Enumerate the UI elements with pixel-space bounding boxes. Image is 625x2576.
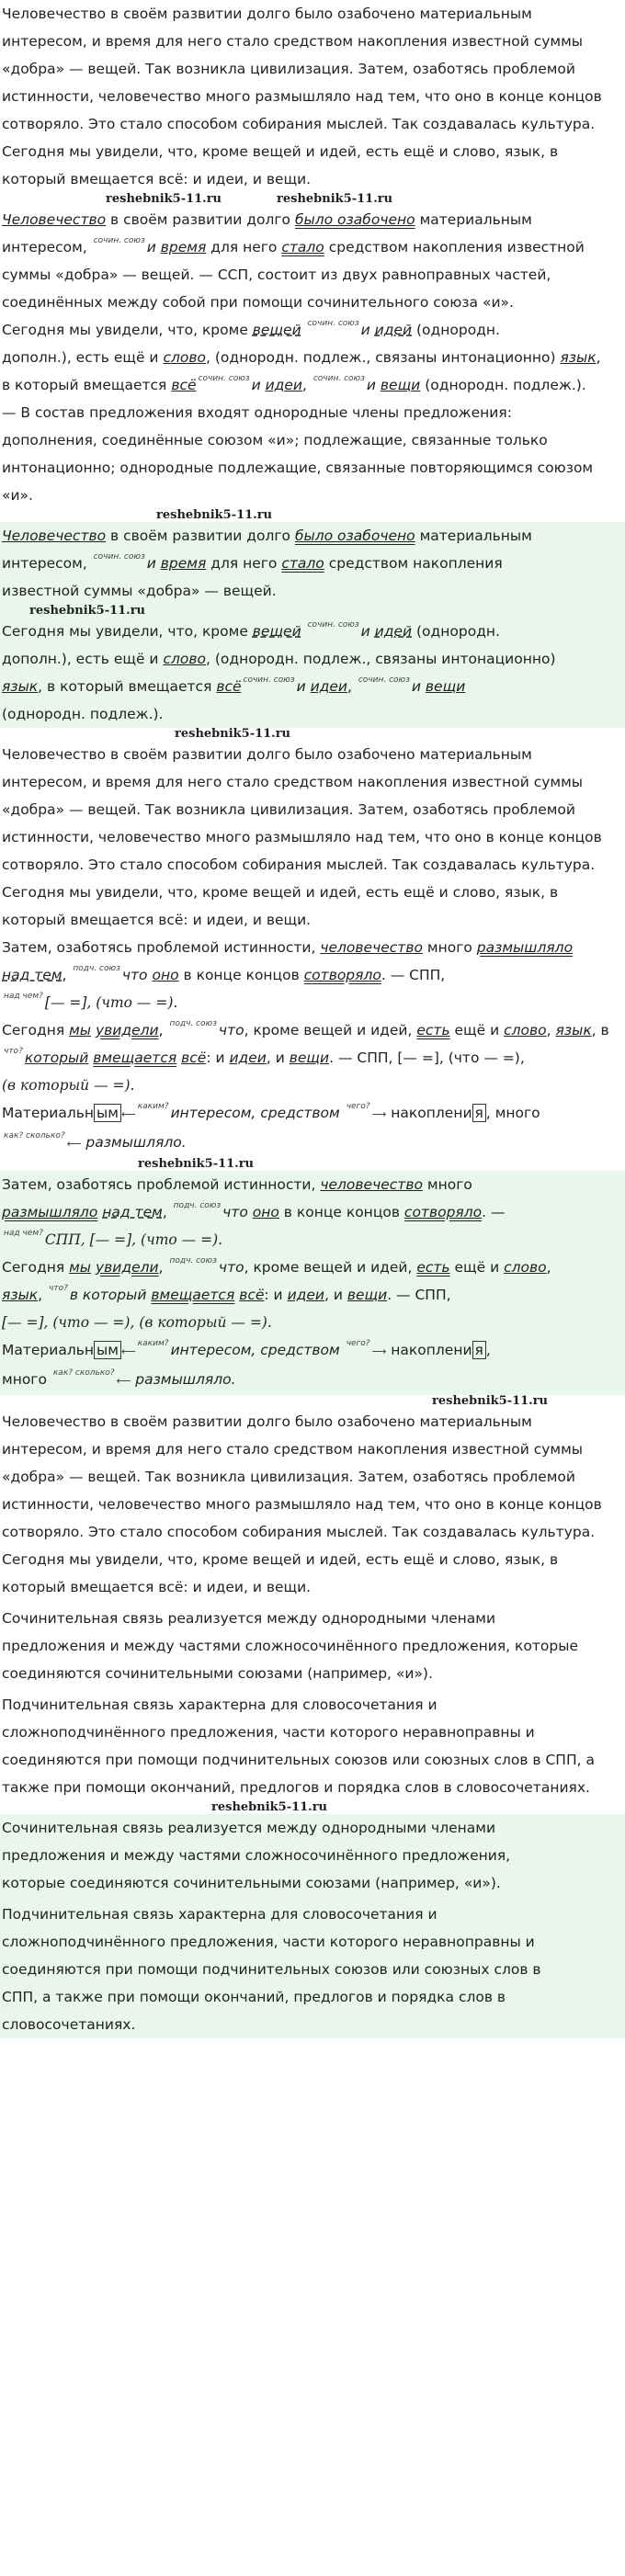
object: над тем bbox=[102, 1204, 163, 1220]
text: для него bbox=[206, 555, 282, 572]
question-label: чего? bbox=[346, 1339, 370, 1348]
subject: слово bbox=[163, 651, 206, 667]
question-label: что? bbox=[49, 1284, 68, 1293]
text: соединённых между собой при помощи сочинительного союза «и». bbox=[2, 294, 514, 311]
question-label: над чем? bbox=[4, 1229, 43, 1238]
text: , в bbox=[591, 1022, 609, 1038]
predicate: вмещается bbox=[151, 1287, 235, 1303]
subject: язык bbox=[2, 678, 39, 695]
text: Сегодня bbox=[2, 1022, 70, 1038]
subject: слово bbox=[163, 349, 206, 366]
text: материальным bbox=[415, 211, 532, 228]
watermark-text: reshebnik5-11.ru bbox=[29, 604, 146, 618]
conjunction: что bbox=[222, 1204, 248, 1220]
text: материальным bbox=[415, 528, 532, 544]
subject: слово bbox=[504, 1259, 547, 1276]
question-label: каким? bbox=[137, 1102, 169, 1111]
subject: язык bbox=[560, 349, 597, 366]
watermark bbox=[0, 728, 625, 741]
text-line: СПП, а также при помощи окончаний, предлогов и порядка слов в bbox=[2, 1989, 506, 2005]
subject: идеи bbox=[229, 1050, 267, 1066]
subject: мы bbox=[69, 1022, 92, 1038]
watermark bbox=[2, 605, 623, 618]
subject: всё bbox=[239, 1287, 265, 1303]
text: много bbox=[422, 939, 477, 956]
text: Затем, озаботясь проблемой истинности, bbox=[2, 939, 321, 956]
text-line: которые соединяются сочинительными союзами (например, «и»). bbox=[2, 1875, 501, 1891]
watermark-text: reshebnik5-11.ru bbox=[277, 192, 393, 206]
watermark-text: reshebnik5-11.ru bbox=[138, 1157, 255, 1171]
phrase: интересом, средством bbox=[170, 1105, 340, 1121]
phrase: интересом, средством bbox=[170, 1342, 340, 1358]
subject: оно bbox=[252, 1204, 279, 1220]
subject: язык bbox=[555, 1022, 592, 1038]
spp-analysis: Затем, озаботясь проблемой истинности, человечество много размышляло над тем, $^{подч. союз}$ что оно в конце концов сотворяло. — СПП, $^{над чем?}$ [— =], (что — =). Сегодня мы увидели, $^{подч. союз}$ что, кроме вещей и идей, есть ещё и слово, язык, в $^{что?}$ который вмещается всё: и идеи, и вещи. — СПП, [— =], (что — =), (в который — =). Материальн ым ⟵$^{каким?}$ интересом, средством $^{чего?}$⟶ накоплени я , много $^{как? сколько?}$⟵ размышляло. bbox=[2, 939, 609, 1151]
watermark-text: reshebnik5-11.ru bbox=[175, 727, 291, 741]
text-line: словосочетаниях. bbox=[2, 2016, 136, 2033]
watermark bbox=[0, 1801, 625, 1814]
predicate: увидели bbox=[95, 1259, 159, 1276]
text: Сегодня мы увидели, что, кроме bbox=[2, 623, 253, 640]
predicate: было озабочено bbox=[294, 528, 415, 544]
text-line: интересом, и время для него стало средством накопления известной суммы bbox=[2, 1441, 584, 1458]
conjunction: и bbox=[411, 678, 421, 695]
text: в конце концов bbox=[178, 967, 304, 983]
subordinating-link-paragraph bbox=[2, 1901, 623, 2038]
text: , (однородн. подлеж., связаны интонационно) bbox=[205, 349, 561, 366]
highlight-block-1 bbox=[0, 522, 625, 728]
conjunction-label: сочин. союз bbox=[307, 319, 359, 328]
analysis-paragraph: Человечество в своём развитии долго было озабочено материальным интересом, $^{сочин. союз}$ и время для него стало средством накопления известной суммы «добра» — вещей. reshebnik5-11.ru Сегодня мы увидели, что, кроме вещей $^{сочин. союз}$ и идей (однородн. дополн.), есть ещё и слово, (однородн. подлеж., связаны интонационно) язык, в который вмещается всё $^{сочин. союз}$ и идеи, $^{сочин. союз}$ и вещи (однородн. подлеж.). bbox=[2, 522, 623, 728]
phrase: размышляло. bbox=[85, 1134, 187, 1151]
predicate: размышляло bbox=[476, 939, 574, 956]
text: , кроме вещей и идей, bbox=[244, 1022, 417, 1038]
text-line: истинности, человечество много размышляло над тем, что оно в конце концов bbox=[2, 88, 602, 105]
text-line: соединяются при помощи подчинительных союзов или союзных слов в СПП, а bbox=[2, 1752, 595, 1768]
conjunction: и bbox=[366, 377, 376, 393]
spp-analysis: Затем, озаботясь проблемой истинности, человечество много размышляло над тем, $^{подч. союз}$ что оно в конце концов сотворяло. — $^{над чем?}$ СПП, [— =], (что — =). Сегодня мы увидели, $^{подч. союз}$ что, кроме вещей и идей, есть ещё и слово, язык, $^{что?}$ в который вмещается всё: и идеи, и вещи. — СПП, [— =], (что — =), (в который — =). Материальн ым ⟵$^{каким?}$ интересом, средством $^{чего?}$⟶ накоплени я , много $^{как? сколько?}$⟵ размышляло. bbox=[2, 1176, 551, 1388]
subject: время bbox=[160, 555, 207, 572]
watermark bbox=[0, 193, 625, 206]
text: (однородн. bbox=[412, 623, 500, 640]
subject: Человечество bbox=[2, 528, 107, 544]
subject: идеи bbox=[265, 377, 302, 393]
text: (однородн. подлеж.). bbox=[2, 706, 164, 722]
text: . — СПП, [— =], (что — =), bbox=[329, 1050, 525, 1066]
question-label: как? сколько? bbox=[52, 1368, 115, 1378]
text-line: истинности, человечество много размышляло над тем, что оно в конце концов bbox=[2, 1496, 602, 1513]
subject: вещи bbox=[289, 1050, 330, 1066]
watermark-text: reshebnik5-11.ru bbox=[432, 1394, 549, 1408]
conjunction: что bbox=[218, 1022, 244, 1038]
text-line: сложноподчинённого предложения, части которого неравноправны и bbox=[2, 1724, 535, 1741]
subject: человечество bbox=[320, 939, 423, 956]
text: в конце концов bbox=[278, 1204, 404, 1220]
original-text-section bbox=[0, 0, 625, 193]
text: Материальн bbox=[2, 1105, 95, 1121]
arrow-left-icon: ⟵ bbox=[116, 1375, 131, 1387]
text: в который вмещается bbox=[2, 377, 172, 393]
conjunction-label: сочин. союз bbox=[312, 374, 365, 383]
arrow-left-icon: ⟵ bbox=[66, 1138, 82, 1150]
text: , (однородн. подлеж., связаны интонационно) bbox=[205, 651, 556, 667]
text: в своём развитии долго bbox=[106, 211, 295, 228]
conjunction: и bbox=[296, 678, 306, 695]
ending-box: ым bbox=[94, 1104, 121, 1122]
text: средством накопления bbox=[324, 555, 503, 572]
sentence-schema: СПП, [— =], (что — =). bbox=[44, 1231, 223, 1248]
watermark-text: reshebnik5-11.ru bbox=[156, 508, 273, 522]
text: , bbox=[485, 1342, 491, 1358]
text: — В состав предложения входят однородные члены предложения: bbox=[2, 404, 512, 421]
question-label: как? сколько? bbox=[4, 1131, 65, 1140]
text-line: «добра» — вещей. Так возникла цивилизация. Затем, озаботясь проблемой bbox=[2, 801, 575, 818]
text: интонационно; однородные подлежащие, связанные повторяющимся союзом bbox=[2, 460, 594, 476]
question-label: над чем? bbox=[4, 992, 43, 1001]
subordinating-link-paragraph bbox=[2, 1691, 623, 1801]
text-line: соединяются при помощи подчинительных союзов или союзных слов в bbox=[2, 1961, 541, 1978]
text-line: сложноподчинённого предложения, части которого неравноправны и bbox=[2, 1934, 535, 1950]
subject: вещи bbox=[347, 1287, 388, 1303]
watermark-text: reshebnik5-11.ru bbox=[211, 1800, 328, 1814]
phrase: размышляло. bbox=[135, 1371, 236, 1388]
text-line: предложения и между частями сложносочинённого предложения, bbox=[2, 1847, 511, 1864]
text-line: также при помощи окончаний, предлогов и порядка слов в словосочетаниях. bbox=[2, 1779, 590, 1796]
text: ещё и bbox=[449, 1022, 505, 1038]
text: «и». bbox=[2, 487, 33, 504]
ending-box: ым bbox=[94, 1341, 121, 1359]
text-line: Сегодня мы увидели, что, кроме вещей и идей, есть ещё и слово, язык, в bbox=[2, 884, 559, 901]
text-line: Подчинительная связь характерна для словосочетания и bbox=[2, 1697, 438, 1713]
text-line: Подчинительная связь характерна для словосочетания и bbox=[2, 1906, 438, 1923]
text: средством накопления известной bbox=[324, 239, 585, 255]
text: (однородн. подлеж.). bbox=[420, 377, 586, 393]
object: над тем bbox=[2, 967, 62, 983]
text: много bbox=[422, 1176, 472, 1193]
subject: слово bbox=[504, 1022, 547, 1038]
arrow-right-icon: ⟶ bbox=[371, 1108, 387, 1120]
watermark bbox=[0, 509, 625, 522]
watermark-text: reshebnik5-11.ru bbox=[106, 192, 222, 206]
original-text-copy bbox=[2, 1408, 623, 1601]
text-line: сотворяло. Это стало способом собирания мыслей. Так создавалась культура. bbox=[2, 116, 596, 132]
object: вещей bbox=[252, 322, 301, 338]
predicate: было озабочено bbox=[294, 211, 415, 228]
text-line: сотворяло. Это стало способом собирания мыслей. Так создавалась культура. bbox=[2, 857, 596, 873]
conjunction-label: подч. союз bbox=[169, 1019, 217, 1028]
text-line: сотворяло. Это стало способом собирания мыслей. Так создавалась культура. bbox=[2, 1524, 596, 1540]
analysis-paragraph: Человечество в своём развитии долго было озабочено материальным интересом, $^{сочин. союз}$ и время для него стало средством накопления известной суммы «добра» — вещей. — ССП, состоит из двух равноправных частей, соединённых между собой при помощи сочинительного союза «и». Сегодня мы увидели, что, кроме вещей $^{сочин. союз}$ и идей (однородн. дополн.), есть ещё и слово, (однородн. подлеж., связаны интонационно) язык, в который вмещается всё $^{сочин. союз}$ и идеи, $^{сочин. союз}$ и вещи (однородн. подлеж.). — В состав предложения входят однородные члены предложения: дополнения, соединённые союзом «и»; подлежащие, связанные только интонационно; однородные подлежащие, связанные повторяющимся союзом «и». bbox=[2, 211, 601, 504]
text-line: истинности, человечество много размышляло над тем, что оно в конце концов bbox=[2, 829, 602, 845]
text: , много bbox=[485, 1105, 540, 1121]
text: . — СПП, bbox=[381, 967, 446, 983]
ending-box: я bbox=[472, 1104, 486, 1122]
text: . — bbox=[482, 1204, 506, 1220]
question-label: что? bbox=[4, 1047, 23, 1056]
text: накоплени bbox=[391, 1342, 472, 1358]
text: интересом, bbox=[2, 555, 92, 572]
conjunction-label: сочин. союз bbox=[307, 620, 359, 630]
conjunction: и bbox=[251, 377, 261, 393]
predicate: есть bbox=[416, 1022, 450, 1038]
subject: оно bbox=[152, 967, 179, 983]
predicate: увидели bbox=[95, 1022, 159, 1038]
analysis-section-2 bbox=[0, 741, 625, 1158]
text: интересом, bbox=[2, 239, 92, 255]
text: дополн.), есть ещё и bbox=[2, 349, 164, 366]
conjunction-label: сочин. союз bbox=[93, 236, 145, 245]
watermark bbox=[0, 1395, 625, 1408]
question-label: каким? bbox=[137, 1339, 169, 1348]
subject: идеи bbox=[310, 678, 347, 695]
original-text-copy bbox=[2, 741, 623, 934]
text: дополнения, соединённые союзом «и»; подлежащие, связанные только bbox=[2, 432, 548, 448]
conjunction: и bbox=[146, 555, 156, 572]
text-line: соединяются сочинительными союзами (например, «и»). bbox=[2, 1665, 433, 1682]
subject: язык bbox=[2, 1287, 39, 1303]
subject: вещи bbox=[425, 678, 466, 695]
text: Затем, озаботясь проблемой истинности, bbox=[2, 1176, 321, 1193]
text: Сегодня мы увидели, что, кроме bbox=[2, 322, 253, 338]
original-text bbox=[2, 0, 623, 193]
text-line: который вмещается всё: и идеи, и вещи. bbox=[2, 912, 312, 928]
text: , bbox=[546, 1259, 551, 1276]
text-line: Сегодня мы увидели, что, кроме вещей и идей, есть ещё и слово, язык, в bbox=[2, 143, 559, 160]
question-label: чего? bbox=[346, 1102, 370, 1111]
arrow-left-icon: ⟵ bbox=[120, 1108, 136, 1120]
text: для него bbox=[206, 239, 282, 255]
text: , bbox=[596, 349, 601, 366]
subject: всё bbox=[181, 1050, 207, 1066]
sentence-schema: [— =], (что — =). bbox=[44, 994, 178, 1011]
subject: идеи bbox=[287, 1287, 324, 1303]
text: Сегодня bbox=[2, 1259, 70, 1276]
text: (однородн. bbox=[412, 322, 500, 338]
watermark bbox=[0, 1158, 625, 1171]
text: в своём развитии долго bbox=[106, 528, 295, 544]
text-line: Человечество в своём развитии долго было озабочено материальным bbox=[2, 746, 532, 763]
subject: вещи bbox=[380, 377, 421, 393]
analysis-section-1 bbox=[0, 206, 625, 509]
text-line: Человечество в своём развитии долго было озабочено материальным bbox=[2, 6, 532, 22]
subject: человечество bbox=[320, 1176, 423, 1193]
object: идей bbox=[374, 623, 413, 640]
coordinating-link-paragraph bbox=[2, 1814, 623, 1897]
subject: мы bbox=[69, 1259, 92, 1276]
arrow-left-icon: ⟵ bbox=[120, 1345, 136, 1357]
highlight-block-3 bbox=[0, 1814, 625, 2038]
predicate: сотворяло bbox=[403, 1204, 483, 1220]
text-line: предложения и между частями сложносочинённого предложения, которые bbox=[2, 1638, 578, 1654]
text-line: интересом, и время для него стало средством накопления известной суммы bbox=[2, 33, 584, 50]
conjunction-label: подч. союз bbox=[173, 1201, 222, 1210]
predicate: стало bbox=[281, 239, 324, 255]
conjunction-label: сочин. союз bbox=[358, 675, 410, 685]
text-line: который вмещается всё: и идеи, и вещи. bbox=[2, 171, 312, 187]
predicate: вмещается bbox=[93, 1050, 177, 1066]
conjunction-label: сочин. союз bbox=[243, 675, 295, 685]
conjunction: и bbox=[360, 623, 370, 640]
conjunction-label: подч. союз bbox=[73, 964, 120, 973]
text-line: «добра» — вещей. Так возникла цивилизация. Затем, озаботясь проблемой bbox=[2, 61, 575, 77]
sentence-schema: [— =], (что — =), (в который — =). bbox=[2, 1314, 272, 1331]
theory-section bbox=[0, 1408, 625, 1801]
predicate: размышляло bbox=[2, 1204, 98, 1220]
conjunction-label: сочин. союз bbox=[93, 552, 145, 562]
highlight-block-2 bbox=[0, 1171, 625, 1395]
object: идей bbox=[374, 322, 413, 338]
subject: который bbox=[24, 1050, 89, 1066]
text-line: Сочинительная связь реализуется между однородными членами bbox=[2, 1610, 496, 1627]
subject: Человечество bbox=[2, 211, 107, 228]
subject: время bbox=[160, 239, 207, 255]
text: дополн.), есть ещё и bbox=[2, 651, 164, 667]
coordinating-link-paragraph bbox=[2, 1605, 623, 1687]
text-line: Сочинительная связь реализуется между однородными членами bbox=[2, 1820, 496, 1836]
predicate: сотворяло bbox=[303, 967, 381, 983]
conjunction: и bbox=[146, 239, 156, 255]
text-line: Сегодня мы увидели, что, кроме вещей и идей, есть ещё и слово, язык, в bbox=[2, 1551, 559, 1568]
text-line: интересом, и время для него стало средством накопления известной суммы bbox=[2, 774, 584, 790]
subject: всё bbox=[216, 678, 242, 695]
text: ещё и bbox=[449, 1259, 505, 1276]
predicate: есть bbox=[416, 1259, 450, 1276]
conjunction: что bbox=[218, 1259, 244, 1276]
text: Материальн bbox=[2, 1342, 95, 1358]
text: . — СПП, bbox=[387, 1287, 451, 1303]
text: , в который вмещается bbox=[38, 678, 217, 695]
text-line: Человечество в своём развитии долго было озабочено материальным bbox=[2, 1413, 532, 1430]
arrow-right-icon: ⟶ bbox=[371, 1345, 387, 1357]
subject: всё bbox=[171, 377, 197, 393]
predicate: стало bbox=[281, 555, 324, 572]
object: вещей bbox=[252, 623, 301, 640]
text: суммы «добра» — вещей. — ССП, состоит из двух равноправных частей, bbox=[2, 267, 551, 283]
conjunction-label: подч. союз bbox=[169, 1256, 217, 1265]
text: много bbox=[2, 1371, 51, 1388]
ending-box: я bbox=[472, 1341, 486, 1359]
conjunction: что bbox=[121, 967, 148, 983]
text: известной суммы «добра» — вещей. bbox=[2, 583, 277, 599]
text-line: «добра» — вещей. Так возникла цивилизация. Затем, озаботясь проблемой bbox=[2, 1469, 575, 1485]
text: , кроме вещей и идей, bbox=[244, 1259, 417, 1276]
text: накоплени bbox=[391, 1105, 472, 1121]
conjunction: в который bbox=[69, 1287, 147, 1303]
text-line: который вмещается всё: и идеи, и вещи. bbox=[2, 1579, 312, 1595]
conjunction: и bbox=[360, 322, 370, 338]
conjunction-label: сочин. союз bbox=[198, 374, 250, 383]
sentence-schema: (в который — =). bbox=[2, 1077, 135, 1094]
